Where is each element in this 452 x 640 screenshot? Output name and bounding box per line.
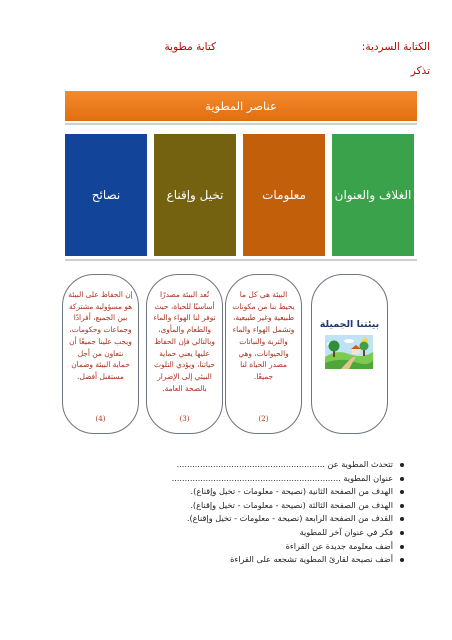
- task-item: الهدف من الصفحة الثانية (نصيحة - معلومات - تخيل وإقناع).: [46, 485, 406, 499]
- fold-number: (3): [179, 415, 190, 423]
- task-item: الهدف من الصفحة الثالثة (نصيحة - معلومات - تخيل وإقناع).: [46, 499, 406, 513]
- fold-persuasion-text: تُعد البيئة مصدرًا أساسيًا للحياة، حيث توفر لنا الهواء والماء والطعام والمأوى، وبالتالي فإن الحفاظ عليها يعني حماية حياتنا، ويؤدي التلوث البيئي إلى الإضرار بالصحة العامة.: [153, 290, 216, 393]
- divider-bottom: [65, 259, 417, 261]
- fold-information-text: البيئة هي كل ما يحيط بنا من مكونات طبيعية وغير طبيعية، وتشمل الهواء والماء والتربة والنباتات والحيوانات، وهي مصدر الحياة لنا جميعًا.: [232, 290, 295, 381]
- column-information: معلومات: [243, 134, 325, 256]
- fold-cover-title: بيئتنا الجميلة: [319, 319, 380, 330]
- task-item: تتحدث المطوية عن .........................................................: [46, 458, 406, 472]
- task-item: فكر في عنوان آخر للمطوية: [46, 526, 406, 540]
- task-item: أضف نصيحة لقارئ المطوية تشجعه على القراءة: [46, 553, 406, 567]
- fold-advice: [62, 274, 139, 434]
- subheading: تذكر: [410, 65, 430, 77]
- fold-cover: [311, 274, 388, 434]
- fold-number: (2): [258, 415, 269, 423]
- fold-number: (4): [95, 415, 106, 423]
- fold-information: [225, 274, 302, 434]
- task-list: [46, 458, 406, 567]
- fold-persuasion: [146, 274, 223, 434]
- fold-advice-text: إن الحفاظ على البيئة هو مسؤولية مشتركة بين الجميع، أفرادًا وجماعات وحكومات، ويجب علينا جميعًا أن نتعاون من أجل حماية البيئة وضمان مستقبل أفضل.: [68, 290, 133, 381]
- column-advice: نصائح: [65, 134, 147, 256]
- diagram-banner: عناصر المطوية: [65, 91, 417, 121]
- task-item: عنوان المطوية .................................................................: [46, 472, 406, 486]
- task-item: أضف معلومة جديدة عن القراءة: [46, 540, 406, 554]
- task-item: القدف من الصفحة الرابعة (نصيحة - معلومات - تخيل وإقناع).: [46, 512, 406, 526]
- section-label: الكتابة السردية:: [361, 41, 430, 53]
- divider-top: [65, 123, 417, 125]
- column-imagination-persuasion: تخيل وإقناع: [154, 134, 236, 256]
- column-cover-title: الغلاف والعنوان: [332, 134, 414, 256]
- park-landscape-illustration: [325, 335, 373, 369]
- task-label: كتابة مطوية: [164, 41, 216, 53]
